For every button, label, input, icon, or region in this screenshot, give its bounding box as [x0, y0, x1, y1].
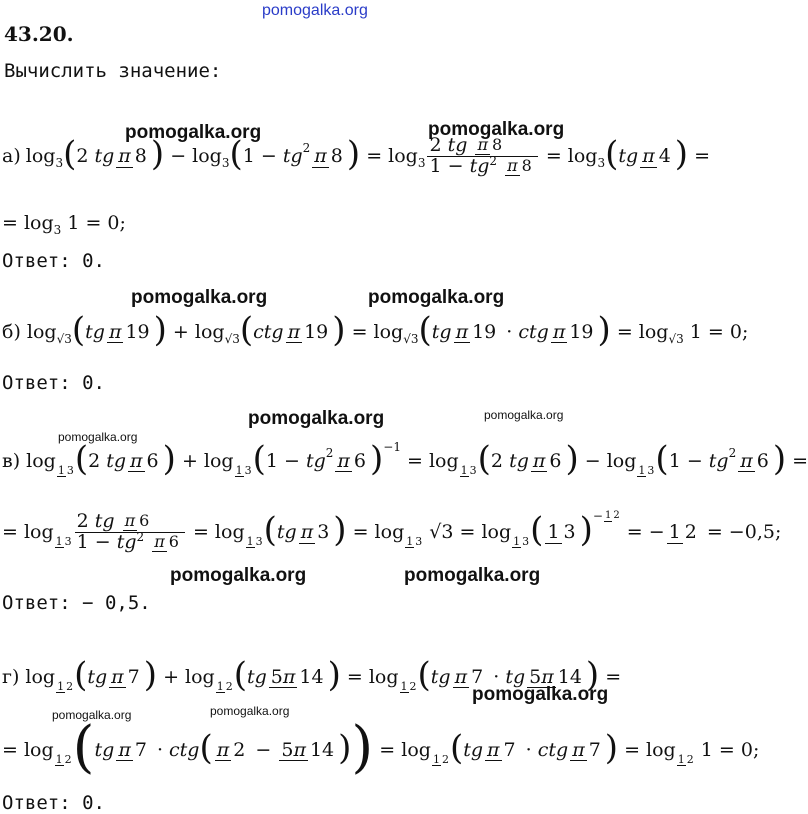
part-b-line1: б) log √3 ( tg π 19 ) + log √3 ( ctg π 19 ) = log √3 ( tg π 19 · ctg π 19 ) = log √3 1 = 0;	[2, 310, 749, 350]
part-v-line2: = log 1 3 2 tg π 6 1 − tg 2 π 6 = log 1 3 ( tg π 3 ) = log 1 3 √3 = log 1 3 ( 1 3 ) − 1 2 = − 1 2 = −0,5;	[2, 509, 782, 553]
part-v-answer: Ответ: − 0,5.	[2, 592, 151, 614]
watermark: pomogalka.org	[58, 430, 138, 444]
part-g-line2: = log 1 2 ( tg π 7 · ctg ( π 2 − 5π 14 ) ) = log 1 2 ( tg π 7 · ctg π 7 ) = log 1 2 1 = 0;	[2, 715, 760, 780]
part-g-answer: Ответ: 0.	[2, 792, 105, 814]
watermark: pomogalka.org	[472, 684, 609, 705]
part-a-answer: Ответ: 0.	[2, 250, 105, 272]
part-b-answer: Ответ: 0.	[2, 372, 105, 394]
watermark: pomogalka.org	[404, 565, 541, 586]
watermark: pomogalka.org	[210, 704, 290, 718]
part-a-line1: а) log 3 ( 2 tg π 8 ) − log 3 ( 1 − tg 2 π 8 ) = log 3 2 tg π 8 1 − tg 2 π 8 = log 3 ( tg π 4 ) =	[2, 134, 711, 177]
watermark: pomogalka.org	[368, 287, 505, 308]
watermark: pomogalka.org	[484, 408, 564, 422]
part-v-line1: в) log 1 3 ( 2 tg π 6 ) + log 1 3 ( 1 − tg 2 π 6 ) −1 = log 1 3 ( 2 tg π 6 ) − log 1 3 ( 1 − tg 2 π 6 ) =	[2, 439, 808, 479]
part-a-label: а)	[2, 145, 21, 168]
part-v-label: в)	[2, 450, 21, 472]
part-b-label: б)	[2, 321, 21, 343]
part-g-line1: г) log 1 2 ( tg π 7 ) + log 1 2 ( tg 5π 14 ) = log 1 2 ( tg π 7 · tg 5π 14 ) =	[2, 655, 622, 695]
part-a-line2: = log 3 1 = 0;	[2, 212, 126, 237]
watermark: pomogalka.org	[170, 565, 307, 586]
watermark: pomogalka.org	[52, 708, 132, 722]
problem-number: 43.20.	[4, 22, 74, 46]
watermark: pomogalka.org	[428, 119, 565, 140]
watermark-top: pomogalka.org	[262, 2, 368, 19]
part-g-label: г)	[2, 666, 20, 688]
watermark: pomogalka.org	[248, 408, 385, 429]
watermark: pomogalka.org	[125, 122, 262, 143]
watermark: pomogalka.org	[131, 287, 268, 308]
task-text: Вычислить значение:	[4, 60, 222, 82]
